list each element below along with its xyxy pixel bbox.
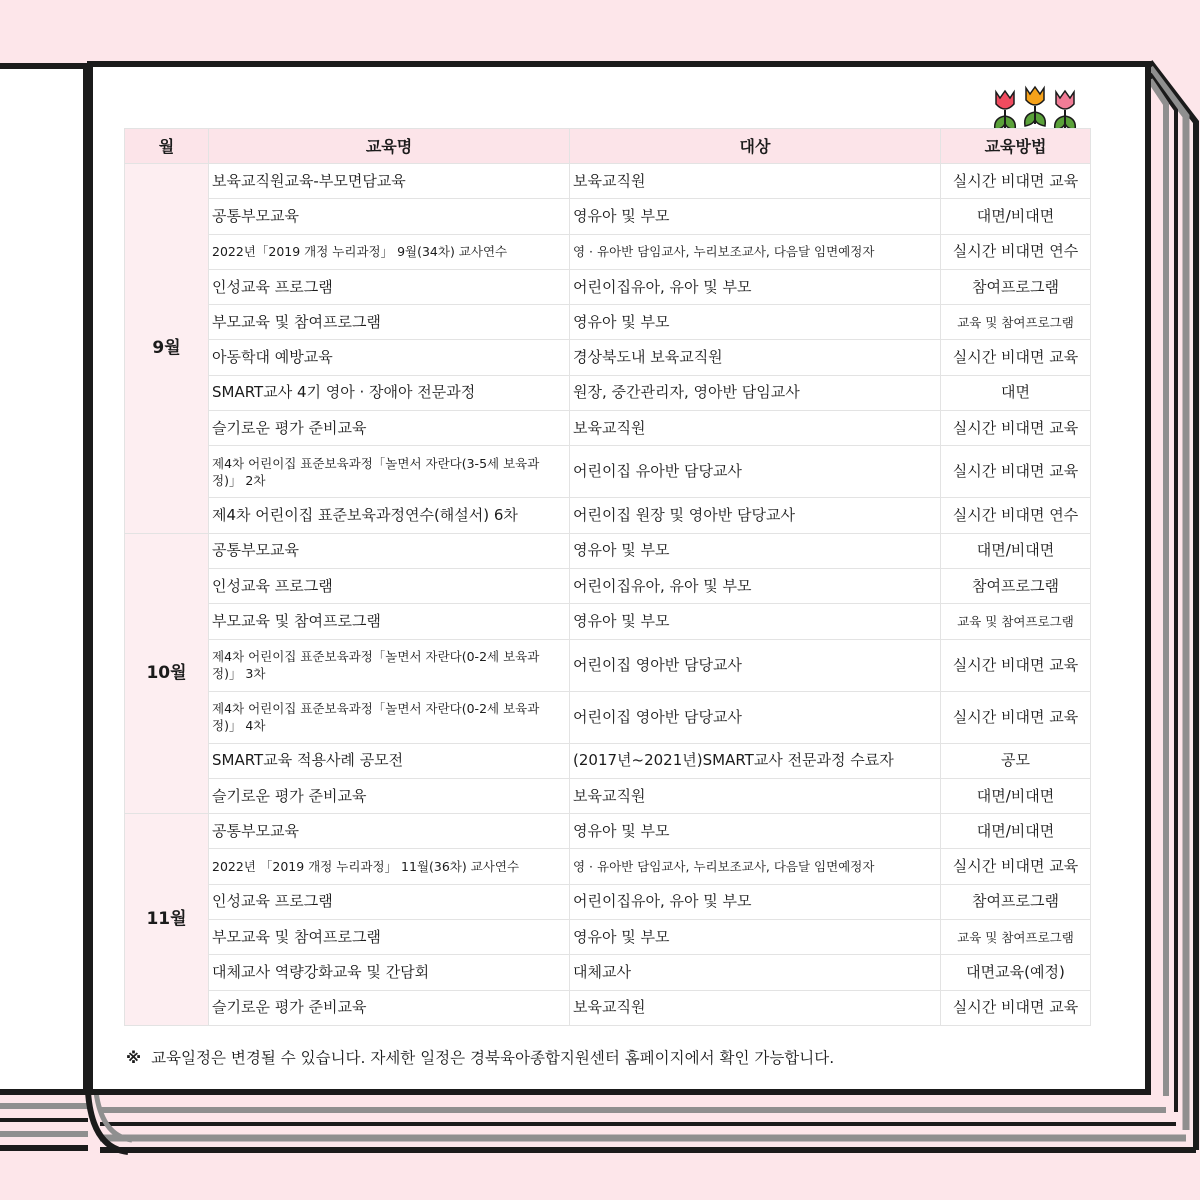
target-cell: 어린이집 영아반 담당교사	[570, 639, 941, 691]
target-cell: 영유아 및 부모	[570, 920, 941, 955]
table-row	[125, 604, 1091, 639]
method-cell: 실시간 비대면 교육	[941, 691, 1091, 743]
method-cell: 공모	[941, 743, 1091, 778]
table-row	[125, 305, 1091, 340]
method-cell: 대면/비대면	[941, 778, 1091, 813]
target-cell: 보육교직원	[570, 990, 941, 1025]
target-cell: 어린이집유아, 유아 및 부모	[570, 269, 941, 304]
method-cell: 실시간 비대면 교육	[941, 849, 1091, 884]
course-name-cell: 보육교직원교육-부모면담교육	[209, 164, 570, 199]
course-name-cell: 제4차 어린이집 표준보육과정「놀면서 자란다(0-2세 보육과정)」 3차	[209, 639, 570, 691]
table-row	[125, 568, 1091, 603]
course-name-cell: 공통부모교육	[209, 533, 570, 568]
target-cell: 보육교직원	[570, 164, 941, 199]
target-cell: 영유아 및 부모	[570, 604, 941, 639]
month-cell: 11월	[125, 814, 209, 1026]
method-cell: 대면/비대면	[941, 814, 1091, 849]
table-row	[125, 955, 1091, 990]
book-page-edge	[1150, 80, 1166, 1096]
course-name-cell: SMART교사 4기 영아 · 장애아 전문과정	[209, 375, 570, 410]
course-name-cell: 제4차 어린이집 표준보육과정「놀면서 자란다(3-5세 보육과정)」 2차	[209, 446, 570, 498]
course-name-cell: 아동학대 예방교육	[209, 340, 570, 375]
target-cell: 보육교직원	[570, 778, 941, 813]
method-cell: 대면	[941, 375, 1091, 410]
method-cell: 실시간 비대면 교육	[941, 340, 1091, 375]
course-name-cell: 슬기로운 평가 준비교육	[209, 778, 570, 813]
method-cell: 대면/비대면	[941, 533, 1091, 568]
table-row	[125, 743, 1091, 778]
table-row	[125, 990, 1091, 1025]
method-cell: 참여프로그램	[941, 568, 1091, 603]
course-name-cell: 대체교사 역량강화교육 및 간담회	[209, 955, 570, 990]
table-row	[125, 446, 1091, 498]
method-cell: 실시간 비대면 연수	[941, 234, 1091, 269]
method-cell: 교육 및 참여프로그램	[941, 920, 1091, 955]
target-cell: 어린이집유아, 유아 및 부모	[570, 884, 941, 919]
course-name-cell: 2022년「2019 개정 누리과정」 9월(34차) 교사연수	[209, 234, 570, 269]
header-course-name: 교육명	[209, 129, 570, 164]
header-method: 교육방법	[941, 129, 1091, 164]
method-cell: 참여프로그램	[941, 269, 1091, 304]
target-cell: 영유아 및 부모	[570, 305, 941, 340]
target-cell: (2017년~2021년)SMART교사 전문과정 수료자	[570, 743, 941, 778]
method-cell: 실시간 비대면 교육	[941, 164, 1091, 199]
course-name-cell: SMART교육 적용사례 공모전	[209, 743, 570, 778]
course-name-cell: 슬기로운 평가 준비교육	[209, 990, 570, 1025]
method-cell: 실시간 비대면 교육	[941, 411, 1091, 446]
footnote-mark: ※	[126, 1049, 142, 1067]
method-cell: 교육 및 참여프로그램	[941, 305, 1091, 340]
target-cell: 어린이집 영아반 담당교사	[570, 691, 941, 743]
book-left-page	[0, 66, 86, 1092]
schedule-table-wrapper	[124, 128, 1090, 1026]
method-cell: 교육 및 참여프로그램	[941, 604, 1091, 639]
schedule-table	[124, 128, 1091, 1026]
target-cell: 어린이집 원장 및 영아반 담당교사	[570, 498, 941, 533]
table-row	[125, 498, 1091, 533]
table-row	[125, 920, 1091, 955]
footnote-text: 교육일정은 변경될 수 있습니다. 자세한 일정은 경북육아종합지원센터 홈페이지에서 확인 가능합니다.	[151, 1049, 835, 1067]
target-cell: 보육교직원	[570, 411, 941, 446]
table-row	[125, 639, 1091, 691]
table-row	[125, 234, 1091, 269]
header-month: 월	[125, 129, 209, 164]
target-cell: 원장, 중간관리자, 영아반 담임교사	[570, 375, 941, 410]
target-cell: 대체교사	[570, 955, 941, 990]
table-row	[125, 814, 1091, 849]
schedule-table-body	[125, 164, 1091, 1026]
table-row	[125, 199, 1091, 234]
course-name-cell: 부모교육 및 참여프로그램	[209, 920, 570, 955]
table-row	[125, 533, 1091, 568]
course-name-cell: 슬기로운 평가 준비교육	[209, 411, 570, 446]
course-name-cell: 공통부모교육	[209, 199, 570, 234]
table-row	[125, 269, 1091, 304]
tulip-decoration	[995, 87, 1076, 130]
footnote	[126, 1046, 834, 1068]
month-cell: 9월	[125, 164, 209, 534]
month-cell: 10월	[125, 533, 209, 813]
target-cell: 영 · 유아반 담임교사, 누리보조교사, 다음달 임면예정자	[570, 849, 941, 884]
course-name-cell: 인성교육 프로그램	[209, 269, 570, 304]
method-cell: 실시간 비대면 연수	[941, 498, 1091, 533]
course-name-cell: 2022년 「2019 개정 누리과정」 11월(36차) 교사연수	[209, 849, 570, 884]
course-name-cell: 부모교육 및 참여프로그램	[209, 604, 570, 639]
target-cell: 어린이집 유아반 담당교사	[570, 446, 941, 498]
target-cell: 영유아 및 부모	[570, 199, 941, 234]
target-cell: 경상북도내 보육교직원	[570, 340, 941, 375]
method-cell: 실시간 비대면 교육	[941, 446, 1091, 498]
course-name-cell: 제4차 어린이집 표준보육과정「놀면서 자란다(0-2세 보육과정)」 4차	[209, 691, 570, 743]
method-cell: 참여프로그램	[941, 884, 1091, 919]
method-cell: 대면/비대면	[941, 199, 1091, 234]
table-row	[125, 411, 1091, 446]
target-cell: 어린이집유아, 유아 및 부모	[570, 568, 941, 603]
target-cell: 영유아 및 부모	[570, 533, 941, 568]
course-name-cell: 인성교육 프로그램	[209, 568, 570, 603]
course-name-cell: 부모교육 및 참여프로그램	[209, 305, 570, 340]
course-name-cell: 인성교육 프로그램	[209, 884, 570, 919]
table-row	[125, 778, 1091, 813]
course-name-cell: 공통부모교육	[209, 814, 570, 849]
method-cell: 대면교육(예정)	[941, 955, 1091, 990]
table-row	[125, 884, 1091, 919]
header-target: 대상	[570, 129, 941, 164]
method-cell: 실시간 비대면 교육	[941, 990, 1091, 1025]
table-row	[125, 340, 1091, 375]
table-row	[125, 691, 1091, 743]
course-name-cell: 제4차 어린이집 표준보육과정연수(해설서) 6차	[209, 498, 570, 533]
table-row	[125, 375, 1091, 410]
method-cell: 실시간 비대면 교육	[941, 639, 1091, 691]
target-cell: 영 · 유아반 담임교사, 누리보조교사, 다음달 임면예정자	[570, 234, 941, 269]
target-cell: 영유아 및 부모	[570, 814, 941, 849]
table-header-row	[125, 129, 1091, 164]
table-row	[125, 849, 1091, 884]
table-row	[125, 164, 1091, 199]
